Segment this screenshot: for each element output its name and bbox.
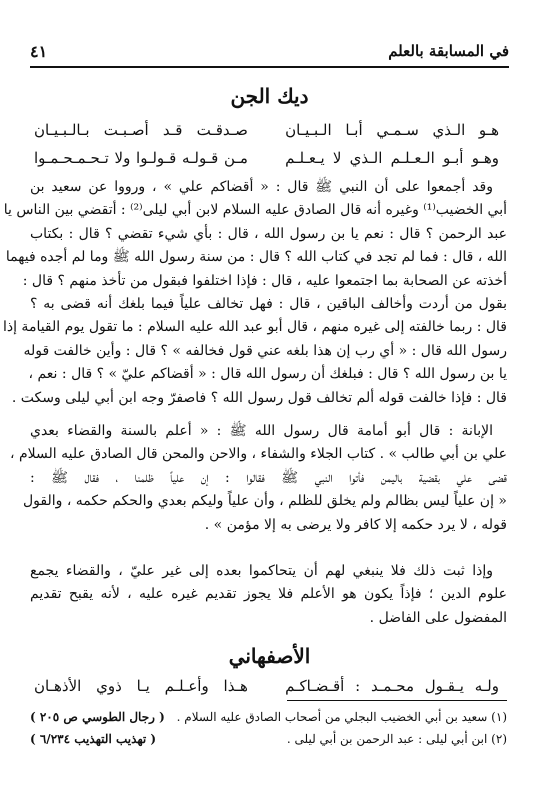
text-line: عبد الرحمن ؟ قال : نعم يا بن رسول الله ، قال : بأي شيء تقضي ؟ قال : بكتاب	[30, 225, 507, 242]
text-line: الإبانة : قال أبو أمامة قال رسول الله ﷺ : « أعلم بالسنة والقضاء بعدي	[30, 423, 493, 439]
text-line: علوم الدين ؛ فإذاً يكون هو الأعلم فلا يجوز تقديم غيره عليه ، لأنه يقبح تقديم	[30, 586, 507, 603]
page-number: ٤١	[30, 42, 48, 61]
footnote	[30, 728, 507, 750]
footnote-source: ( رجال الطوسي ص ٢٠٥ )	[30, 710, 165, 724]
verse-first-hemistich: ولـه يـقـول محـمـد : أقـضـاكـم	[285, 677, 499, 695]
verse-second-hemistich: صـدقـت قـد أصـبـت بـالـبـيـان	[34, 121, 248, 139]
text-line: رسول الله قال : « أي رب إن هذا بلغه عني قول فخالفه » ؟ قال : وأين خالفت قوله	[23, 342, 507, 359]
poem-verse	[34, 144, 499, 172]
header-rule	[30, 66, 509, 68]
text-line: يا بن رسول الله ؟ قال : فبلغك أن رسول الله قال : « أقضاكم عليّ » ؟ قال : نعم ،	[28, 366, 507, 383]
text-line: وقد أجمعوا على أن النبي ﷺ قال : « أقضاكم علي » ، ورووا عن سعيد بن	[30, 179, 493, 195]
text-line: قوله ، لا يرد حكمه إلا كافر ولا يرضى به إلا مؤمن » .	[204, 516, 507, 533]
verse-first-hemistich: هـو الـذي سـمـي أبـا الـبـيـان	[285, 121, 499, 139]
text-line: قال : ربما خالفته إلى غيره منهم ، قال أبو عبد الله عليه السلام : ما تقول يوم القيامة إذا	[2, 319, 507, 336]
footnote-text: (١) سعيد بن أبي الخضيب البجلي من أصحاب الصادق عليه السلام .	[176, 710, 507, 724]
poem-verses	[34, 116, 499, 172]
poem-verse	[34, 672, 499, 700]
page-header	[30, 42, 509, 64]
section-title-al-isfahani: الأصفهاني	[228, 644, 311, 668]
text-line: أبي الخضيب⁽¹⁾ وغيره أنه قال الصادق عليه السلام لابن أبي ليلى⁽²⁾ : أتقضي بين الناس يا	[3, 202, 507, 219]
text-line: أخذته عن الصحابة بما اجتمعوا عليه ، قال : فإذا اختلفوا فبقول من تأخذ منهم ؟ قال :	[22, 272, 507, 289]
paragraph-conclusion	[30, 560, 507, 630]
verse-first-hemistich: وهـو أبـو الـعـلـم الـذي لا يـعـلـم	[285, 149, 499, 167]
text-line: بقول من أردت وأخالف الباقين ، قال : فهل تخالف علياً فيما بلغك أنه قضى به ؟	[30, 296, 507, 313]
text-line: علي بن أبي طالب » . كتاب الجلاء والشفاء ، والاحن والمحن قال الصادق عليه السلام ،	[10, 446, 507, 463]
paragraph-al-ibana	[10, 420, 507, 537]
section-title-dik-al-jinn: ديك الجن	[230, 84, 309, 108]
verse-second-hemistich: مـن قـولـه قـولـوا ولا تـحـمـحـمـوا	[34, 149, 248, 167]
running-title: في المسابقة بالعلم	[388, 42, 509, 60]
poem-verses	[34, 672, 499, 700]
text-line: قضى علي بقضية باليمن فأتوا النبي ﷺ فقالوا : إن علياً ظلمنا ، فقال ﷺ :	[30, 469, 507, 486]
footnote	[30, 706, 507, 728]
text-line: الله ، قال : فما لم تجد في كتاب الله ؟ قال : من سنة رسول الله ﷺ وما لم أجده فيهما	[5, 249, 507, 266]
text-line: قال : فإذا خالفت قوله ألم تخالف قول رسول الله ؟ فاصفرّ وجه ابن أبي ليلى وسكت .	[11, 389, 507, 406]
footnote-text: (٢) ابن أبي ليلى : عبد الرحمن بن أبي ليلى .	[286, 732, 507, 746]
text-line: المفضول على الفاضل .	[369, 609, 507, 626]
footnote-source: ( تهذيب التهذيب ٦/٢٣٤ )	[30, 732, 157, 746]
text-line: « إن علياً ليس بظالم ولم يخلق للظلم ، وأن علياً وليكم بعدي والحكم حكمه ، والقول	[22, 493, 507, 510]
verse-second-hemistich: هـذا وأعـلـم يـا ذوي الأذهـان	[34, 677, 248, 695]
poem-verse	[34, 116, 499, 144]
text-line: وإذا ثبت ذلك فلا ينبغي لهم أن يتحاكموا بعده إلى غير عليّ ، والقضاء يجمع	[30, 563, 493, 579]
footnotes	[30, 706, 507, 750]
paragraph-ibn-abi-layla	[2, 176, 507, 410]
footnote-rule	[287, 700, 507, 701]
